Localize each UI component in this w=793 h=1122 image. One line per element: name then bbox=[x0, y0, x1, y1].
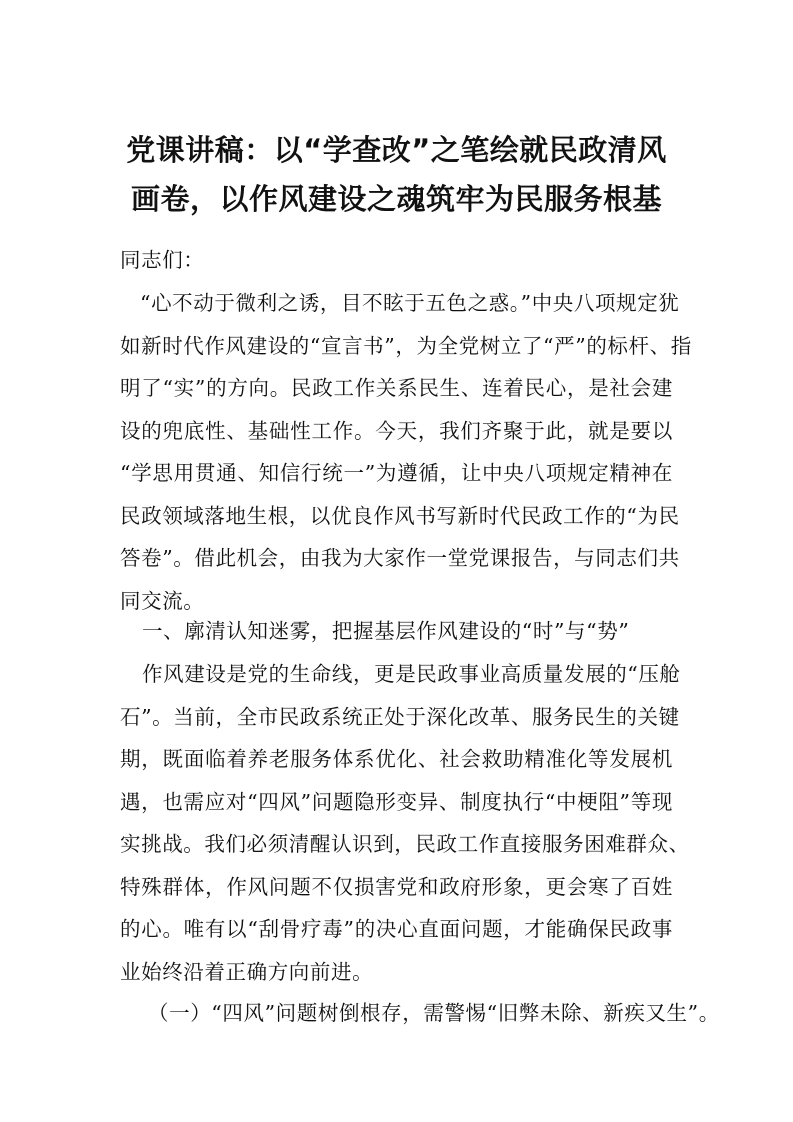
paragraph-line: “心不动于微利之诱，目不眩于五色之惑。”中央八项规定犹 bbox=[140, 291, 680, 315]
title-line: 党课讲稿：以“学查改”之笔绘就民政清风 bbox=[126, 133, 667, 167]
paragraph-line: 作风建设是党的生命线，更是民政事业高质量发展的“压舱 bbox=[142, 662, 681, 686]
paragraph-line: 如新时代作风建设的“宣言书”，为全党树立了“严”的标杆、指 bbox=[120, 333, 692, 358]
paragraph-line: 答卷”。借此机会，由我为大家作一堂党课报告，与同志们共 bbox=[120, 546, 680, 570]
paragraph-line: 民政领域落地生根，以优良作风书写新时代民政工作的“为民 bbox=[120, 503, 680, 528]
subsection-heading-text: （一）“四风”问题树倒根存，需警惕“旧弊未除、新疾又生”。 bbox=[148, 1001, 720, 1025]
title-line: 画卷，以作风建设之魂筑牢为民服务根基 bbox=[130, 182, 662, 216]
section-heading bbox=[120, 610, 673, 653]
paragraph-line: 明了“实”的方向。民政工作关系民生、连着民心，是社会建 bbox=[120, 376, 673, 400]
salutation bbox=[120, 239, 673, 282]
salutation-text: 同志们： bbox=[120, 248, 205, 272]
paragraph-line: 遇，也需应对“四风”问题隐形变异、制度执行“中梗阻”等现 bbox=[120, 789, 673, 814]
subsection-heading bbox=[120, 992, 720, 1035]
paragraph-section1 bbox=[120, 653, 690, 993]
paragraph-line: 同交流。 bbox=[120, 588, 205, 613]
paragraph-line: 业始终沿着正确方向前进。 bbox=[120, 959, 374, 984]
document-title bbox=[110, 126, 683, 224]
paragraph-line: 石”。当前，全市民政系统正处于深化改革、服务民生的关键 bbox=[120, 704, 680, 729]
paragraph-line: 的心。唯有以“刮骨疗毒”的决心直面问题，才能确保民政事 bbox=[120, 917, 673, 941]
paragraph-intro bbox=[120, 282, 692, 622]
paragraph-line: 设的兜底性、基础性工作。今天，我们齐聚于此，就是要以 bbox=[120, 418, 673, 443]
section-heading-text: 一、廓清认知迷雾，把握基层作风建设的“时”与“势” bbox=[142, 619, 630, 643]
paragraph-line: 期，既面临着养老服务体系优化、社会救助精准化等发展机 bbox=[120, 747, 673, 771]
paragraph-line: 实挑战。我们必须清醒认识到，民政工作直接服务困难群众、 bbox=[120, 832, 690, 856]
paragraph-line: 特殊群体，作风问题不仅损害党和政府形象，更会寒了百姓 bbox=[120, 874, 673, 899]
paragraph-line: “学思用贯通、知信行统一”为遵循，让中央八项规定精神在 bbox=[120, 461, 673, 485]
